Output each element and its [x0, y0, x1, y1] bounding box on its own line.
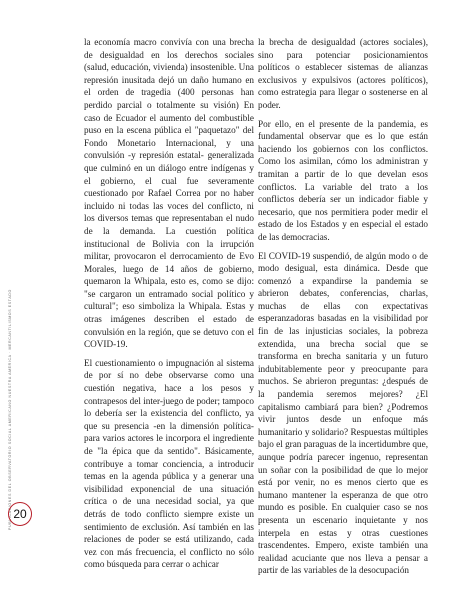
page-number: 20 — [13, 507, 27, 521]
left-paragraph-1: la economía macro convivía con una brecha de desigualdad en los derechos sociales (salud, educación, vivienda) insostenible. Una represión inusitada dejó un daño humano en el orden de tragedia (400 personas han perdido parcial o totalmente su visión) En caso de Ecuador el aumento del combustible puso en la escena pública el "paquetazo" del Fondo Monetario Internacional, y una convulsión -y represión estatal- generalizada que culminó en un diálogo entre indígenas y el gobierno, el cual fue severamente cuestionado por Rafael Correa por no haber incluido ni todas las voces del conflicto, ni los diversos temas que representaban el nudo de la demanda. La cuestión política institucional de Bolivia con la irrupción militar, provocaron el derrocamiento de Evo Morales, luego de 14 años de gobierno, quemaron la Whipala, esto es, como se dijo: "se cargaron un entramado social político y cultural"; eso simboliza la Whipala. Estas y otras imágenes describen el estado de convulsión en la región, que se detuvo con el COVID-19. — [84, 37, 254, 350]
page-number-badge — [8, 502, 32, 526]
side-running-label: PUBLICACIONES DEL OBSERVATORIO SOCIAL AMERICANO NUESTRA AMÉRICA · MERCANTILISMOS ESTADO — [8, 289, 12, 530]
right-column — [258, 36, 428, 583]
right-paragraph-3: El COVID-19 suspendió, de algún modo o de modo desigual, esta dinámica. Desde que comenzó a expandirse la pandemia se abrieron debates, conferencias, charlas, muchas de ellas con expectativas esperanzadoras basadas en la visibilidad por fin de las injusticias sociales, la pobreza extendida, una brecha social que se transforma en brecha sanitaria y un futuro indubitablemente peor y preocupante para muchos. Se abrieron preguntas: ¿después de la pandemia seremos mejores? ¿El capitalismo cambiará para bien? ¿Podremos vivir juntos desde un enfoque más humanitario y solidario? Respuestas múltiples bajo el gran paraguas de la incertidumbre que, aunque podría parecer ingenuo, representan un soñar con la posibilidad de que lo mejor está por venir, no es menos cierto que es humano mantener la esperanza de que otro mundo es posible. En cualquier caso se nos presenta un escenario inquietante y nos interpela en estas y otras cuestiones trascendentes. Empero, existe también una realidad acuciante que nos lleva a pensar a partir de las variables de la desocupación — [258, 250, 428, 576]
right-paragraph-1: la brecha de desigualdad (actores sociales), sino para potenciar posicionamientos políticos o establecer sistemas de alianzas exclusivos y expulsivos (actores políticos), como estrategia para llegar o sostenerse en al poder. — [258, 37, 428, 110]
right-paragraph-2: Por ello, en el presente de la pandemia, es fundamental observar que es lo que están haciendo los gobiernos con los conflictos. Como los asimilan, cómo los administran y tramitan a partir de lo que develan esos conflictos. La variable del trato a los conflictos debería ser un indicador fiable y necesario, que nos permitiera poder medir el estado de los Estados y en especial el estado de las democracias. — [258, 118, 428, 242]
left-paragraph-2: El cuestionamiento o impugnación al sistema de por sí no debe observarse como una cuestión negativa, hace a los pesos y contrapesos del inter-juego de poder; tampoco lo debería ser la existencia del conflicto, ya que su presencia -en la dimensión política- para varios actores le incorpora el ingrediente de "la épica que da sentido". Básicamente, contribuye a tomar conciencia, a introducir temas en la agenda pública y a generar una visibilidad exponencial de una situación crítica o de una necesidad social, ya que detrás de todo conflicto siempre existe un sentimiento de exclusión. Así también en las relaciones de poder se está utilizando, cada vez con más frecuencia, el conflicto no sólo como búsqueda para cerrar o achicar — [84, 357, 254, 570]
left-column — [84, 36, 254, 577]
